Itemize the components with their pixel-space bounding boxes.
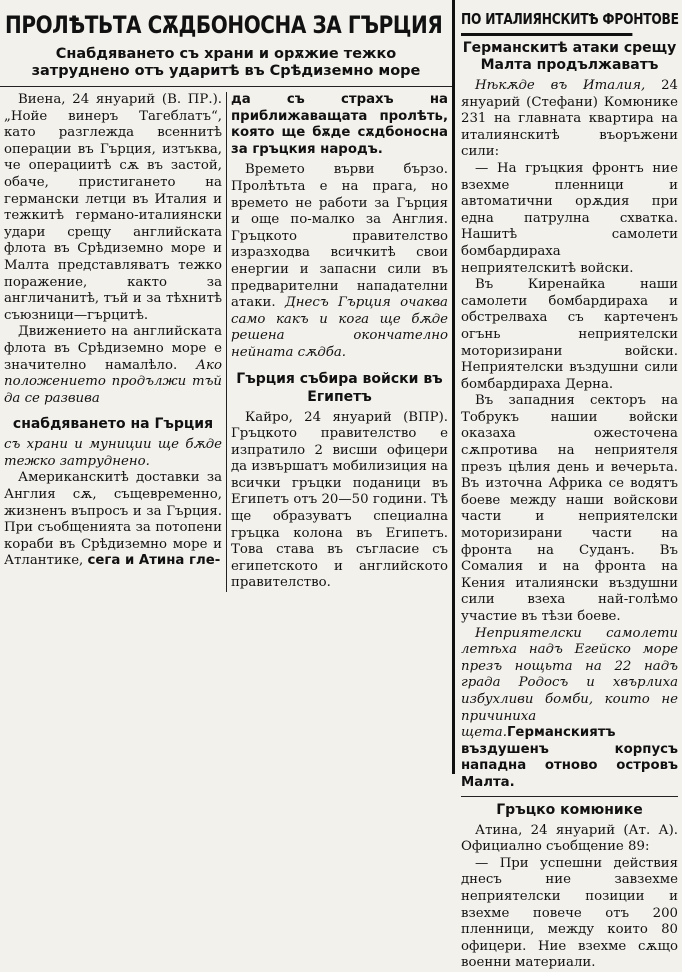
- paragraph: [4, 470, 222, 570]
- paragraph-italic: съ храни и муниции ще бѫде тежко затруднено.: [4, 437, 222, 469]
- article-column-2: [226, 92, 452, 592]
- section-heading: Гърция събира войски въ Египетъ: [236, 370, 443, 405]
- paragraph-italic: Днесъ Гърция очаква само какъ и кога ще бѫде решена окончателно нейната сѫдба.: [231, 295, 448, 360]
- paragraph: [4, 324, 222, 407]
- paragraph-italic: Нѣкѫде въ Италия,: [475, 78, 646, 93]
- paragraph-text: Движението на английската флота въ Срѣдиземно море е значително намалѣло.: [4, 324, 222, 373]
- paragraph-bold: да съ страхъ на приближаващата пролѣть, която ще бѫде сѫдбоносна за гръцкия народъ.: [231, 92, 448, 157]
- side-headline: ПО ИТАЛИЯНСКИТѢ ФРОНТОВЕ: [461, 0, 632, 36]
- article-column-1: [0, 92, 226, 570]
- paragraph: Виена, 24 януарий (В. ПР.). „Нойе винеръ Тагеблатъ“, като разглежда всеннитѣ операции въ Гърция, изтъква, че операциитѣ сѫ въ застой, обаче, пристигането на германски летци въ Италия и тежкитѣ германо-италиянски удари срещу английската флота въ Срѣдиземно море и Малта представляватъ тежко поражение, както за англичанитѣ, тъй и за тѣхнитѣ съюзници—гърцитѣ.: [4, 92, 222, 323]
- divider: [461, 796, 678, 797]
- paragraph: Атина, 24 януарий (Ат. А). Официално съобщение 89:: [461, 822, 678, 855]
- paragraph: Въ Киренайка наши самолети бомбардираха и обстрелваха съ картеченъ огънь неприятелски моторизирани войски. Неприятелски въздушни сили бомбардираха Дерна.: [461, 277, 678, 392]
- paragraph-bold: сега и Атина гле-: [87, 553, 221, 569]
- paragraph-text: Времето върви бързо. Пролѣтьта е на прага, но времето не работи за Гърция и още по-малко за Англия. Гръцкото правителство изразходва всичкитѣ свои енергии и запасни сили въ предварителни нападателни атаки.: [231, 162, 448, 311]
- paragraph-text: Американскитѣ доставки за Англия сѫ, същевременно, жизненъ въпросъ и за Гърция. При съобщенията за потопени кораби въ Срѣдиземно море и Атлантике,: [4, 470, 222, 569]
- main-headline: ПРОЛѢТЬТА СѪДБОНОСНА ЗА ГЪРЦИЯ: [5, 11, 443, 39]
- paragraph-bold: Германскиятъ въздушенъ корпусъ нападна отново островъ Малта.: [461, 725, 678, 790]
- paragraph: — На гръцкия фронтъ ние взехме пленници и автоматични орѫдия при една патрулна схватка. Нашитѣ самолети бомбардираха неприятелскитѣ войски.: [461, 160, 678, 276]
- italian-fronts-article: [452, 0, 682, 971]
- paragraph: [461, 78, 678, 161]
- paragraph: Въ западния секторъ на Тобрукъ нашии войски оказаха ожесточена сѫпротива на неприятеля презъ цѣлия день и вечерьта. Въ източна Африка се водятъ боеве между наши войскови части и неприятелски моторизирани части на фронта на Суданъ. Въ Сомалия и на фронта на Кения италиянски въздушни сили взеха най-голѣмо участие въ тѣзи боеве.: [461, 393, 678, 624]
- paragraph-italic: Неприятелски самолети летѣха надъ Егейско море презъ нощьта на 22 надъ града Родосъ и хвърлиха избухливи бомби, които не причиниха щета.: [461, 625, 678, 741]
- main-subheadline: Снабдяването съ храни и орѫжие тежко затруднено отъ ударитѣ въ Срѣдиземно море: [0, 42, 452, 87]
- paragraph: [231, 162, 448, 361]
- section-heading: снабдяването на Гърция: [12, 416, 214, 433]
- side-subheadline: Германскитѣ атаки срещу Малта продължаватъ: [462, 40, 677, 73]
- paragraph: Кайро, 24 януарий (ВПР). Гръцкото правителство е изпратило 2 висши офицери да извършатъ мобилизиция на всички гръцки поданици въ Египетъ отъ 20—50 години. Тѣ ще образуватъ специална гръцка колона въ Египетъ. Това става въ съгласие съ египетското и английското правителство.: [231, 409, 448, 591]
- paragraph-italic: Ако положението продължи тъй да се развива: [4, 357, 222, 406]
- paragraph-text: 24 януарий (Стефани) Комюнике 231 на главната квартира на италиянскитѣ въоръжени сили:: [461, 78, 678, 160]
- section-heading: Гръцко комюнике: [496, 801, 643, 818]
- paragraph: — При успешни действия днесъ ние завзехме неприятелски позиции и взехме повече отъ 200 пленници, между които 80 офицери. Ние взехме сѫщо военни материали.: [461, 855, 678, 971]
- paragraph: [461, 626, 678, 792]
